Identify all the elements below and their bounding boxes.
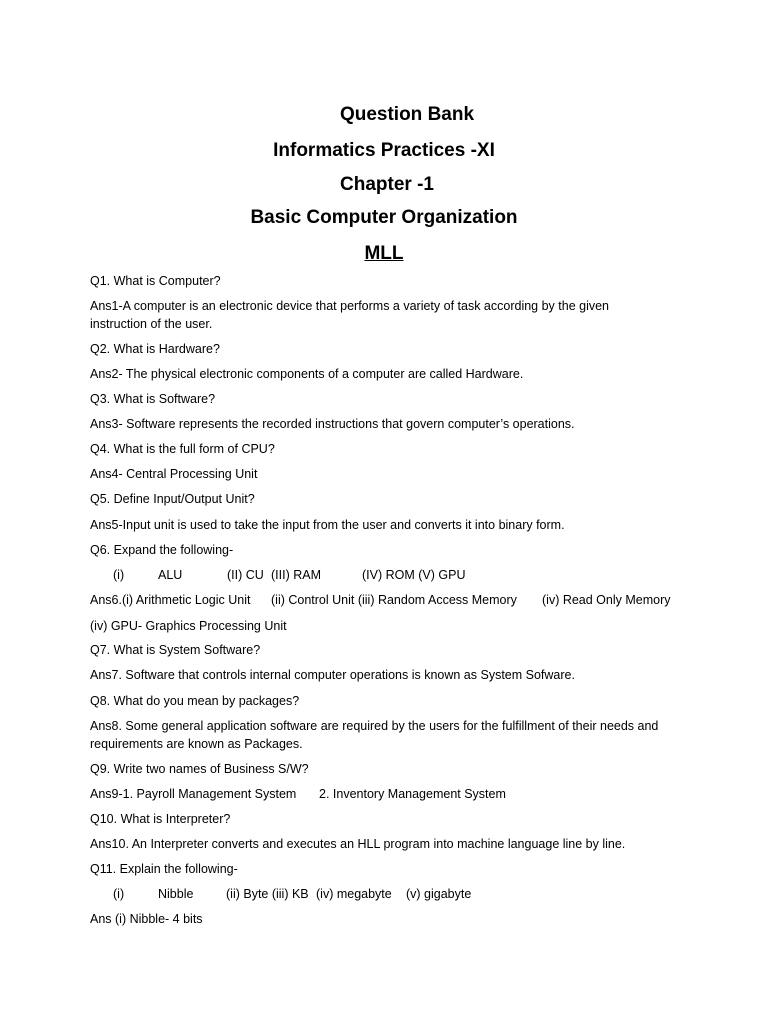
question-6-item-4: (III) RAM — [271, 568, 321, 582]
question-4: Q4. What is the full form of CPU? — [90, 442, 275, 456]
doc-chapter-name: Basic Computer Organization — [250, 207, 518, 228]
question-6: Q6. Expand the following- — [90, 543, 234, 557]
question-11-item-5: (v) gigabyte — [406, 887, 472, 901]
question-10: Q10. What is Interpreter? — [90, 812, 231, 826]
answer-4: Ans4- Central Processing Unit — [90, 467, 258, 481]
answer-6-part-1: Ans6.(i) Arithmetic Logic Unit — [90, 593, 251, 607]
answer-6-part-3: (iv) Read Only Memory — [542, 593, 671, 607]
answer-7: Ans7. Software that controls internal computer operations is known as System Sofware. — [90, 668, 575, 682]
question-3: Q3. What is Software? — [90, 392, 216, 406]
question-11-item-2: Nibble — [158, 887, 194, 901]
answer-3: Ans3- Software represents the recorded instructions that govern computer’s operations. — [90, 417, 575, 431]
question-8: Q8. What do you mean by packages? — [90, 694, 300, 708]
answer-9-part-1: Ans9-1. Payroll Management System — [90, 787, 297, 801]
answer-2: Ans2- The physical electronic components of a computer are called Hardware. — [90, 367, 524, 381]
question-6-item-3: (II) CU — [227, 568, 264, 582]
question-5: Q5. Define Input/Output Unit? — [90, 492, 255, 506]
answer-6-part-2: (ii) Control Unit (iii) Random Access Memory — [271, 593, 517, 607]
answer-11: Ans (i) Nibble- 4 bits — [90, 912, 203, 926]
answer-6-line-2: (iv) GPU- Graphics Processing Unit — [90, 619, 287, 633]
question-2: Q2. What is Hardware? — [90, 342, 220, 356]
doc-chapter: Chapter -1 — [340, 174, 434, 195]
answer-1-line-1: Ans1-A computer is an electronic device that performs a variety of task according by the given — [90, 299, 610, 313]
doc-subject: Informatics Practices -XI — [273, 140, 495, 161]
question-9: Q9. Write two names of Business S/W? — [90, 762, 309, 776]
question-6-item-5: (IV) ROM (V) GPU — [362, 568, 466, 582]
doc-title: Question Bank — [339, 104, 475, 125]
question-6-item-1: (i) — [113, 568, 125, 582]
answer-5: Ans5-Input unit is used to take the input from the user and converts it into binary form. — [90, 518, 565, 532]
question-6-item-2: ALU — [158, 568, 183, 582]
question-11-item-3: (ii) Byte (iii) KB — [226, 887, 309, 901]
question-1: Q1. What is Computer? — [90, 274, 221, 288]
answer-1-line-2: instruction of the user. — [90, 317, 213, 331]
answer-8-line-1: Ans8. Some general application software are required by the users for the fulfillment of their needs and — [90, 719, 659, 733]
answer-10: Ans10. An Interpreter converts and executes an HLL program into machine language line by line. — [90, 837, 626, 851]
question-11-item-1: (i) — [113, 887, 125, 901]
doc-level: MLL — [364, 243, 404, 264]
question-11: Q11. Explain the following- — [90, 862, 238, 876]
answer-9-part-2: 2. Inventory Management System — [319, 787, 506, 801]
question-11-item-4: (iv) megabyte — [316, 887, 392, 901]
question-7: Q7. What is System Software? — [90, 643, 261, 657]
answer-8-line-2: requirements are known as Packages. — [90, 737, 303, 751]
